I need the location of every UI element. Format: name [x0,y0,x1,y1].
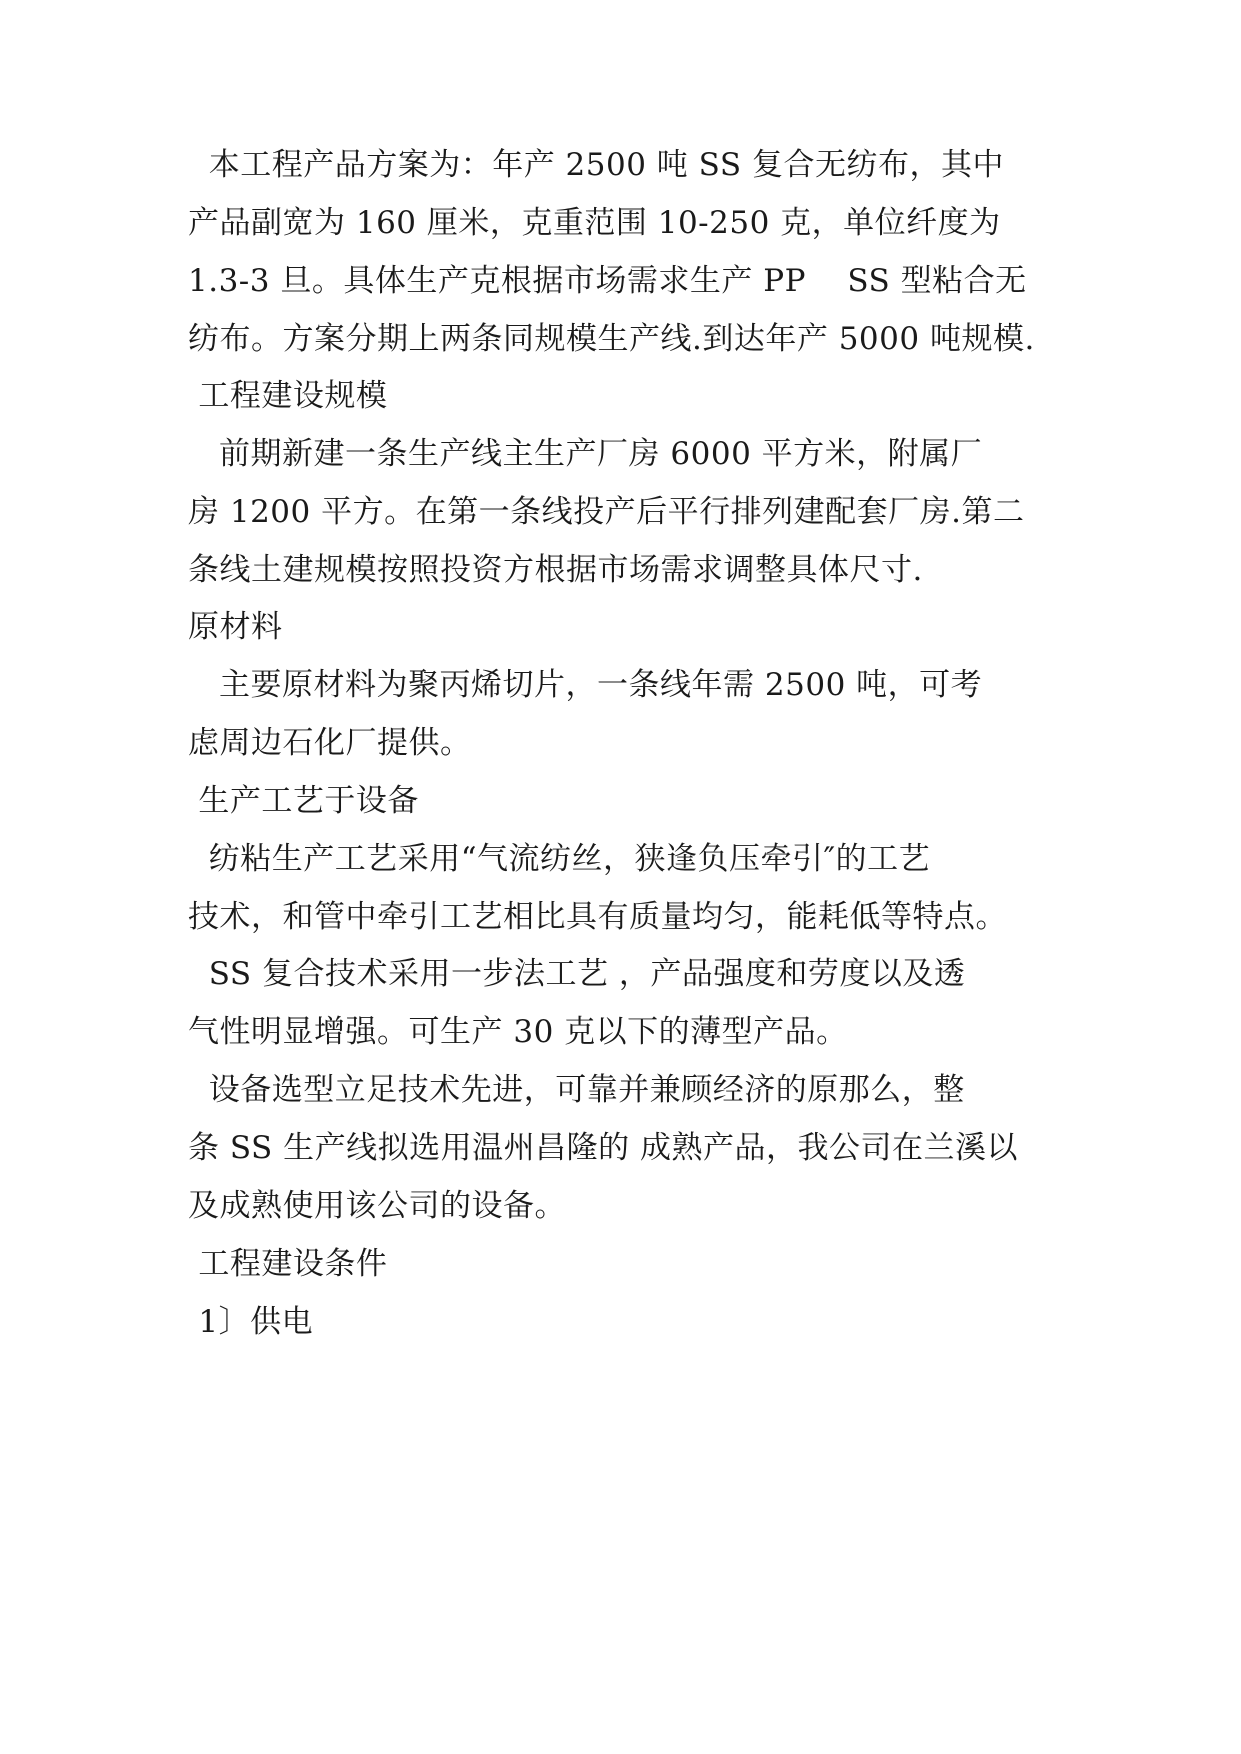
paragraph-line: 技术，和管中牵引工艺相比具有质量均匀，能耗低等特点。 [188,899,1007,935]
paragraph-line: SS 复合技术采用一步法工艺 ，产品强度和劳度以及透 [188,956,966,992]
section-heading: 工程建设规模 [188,378,388,414]
section-heading: 生产工艺于设备 [188,783,419,819]
list-item: 1〕供电 [188,1304,314,1340]
paragraph-line: 房 1200 平方。在第一条线投产后平行排列建配套厂房.第二 [188,494,1025,530]
paragraph-line: 及成熟使用该公司的设备。 [188,1188,566,1224]
paragraph-line: 气性明显增强。可生产 30 克以下的薄型产品。 [188,1014,848,1050]
paragraph-line: 虑周边石化厂提供。 [188,725,472,761]
paragraph-line: 产品副宽为 160 厘米，克重范围 10-250 克，单位纤度为 [188,205,1001,241]
paragraph-line: 1.3-3 旦。具体生产克根据市场需求生产 PP SS 型粘合无 [188,263,1027,299]
paragraph-line: 主要原材料为聚丙烯切片，一条线年需 2500 吨，可考 [188,667,983,703]
paragraph-line: 设备选型立足技术先进，可靠并兼顾经济的原那么，整 [188,1072,965,1108]
paragraph-line: 纺粘生产工艺采用“气流纺丝，狭逢负压牵引″的工艺 [188,841,931,877]
section-heading: 原材料 [188,609,283,645]
paragraph-line: 本工程产品方案为：年产 2500 吨 SS 复合无纺布，其中 [188,147,1004,183]
paragraph-line: 条 SS 生产线拟选用温州昌隆的 成熟产品，我公司在兰溪以 [188,1130,1018,1166]
paragraph-line: 前期新建一条生产线主生产厂房 6000 平方米，附属厂 [188,436,983,472]
paragraph-line: 条线土建规模按照投资方根据市场需求调整具体尺寸. [188,552,923,588]
section-heading: 工程建设条件 [188,1246,388,1282]
paragraph-line: 纺布。方案分期上两条同规模生产线.到达年产 5000 吨规模. [188,321,1035,357]
